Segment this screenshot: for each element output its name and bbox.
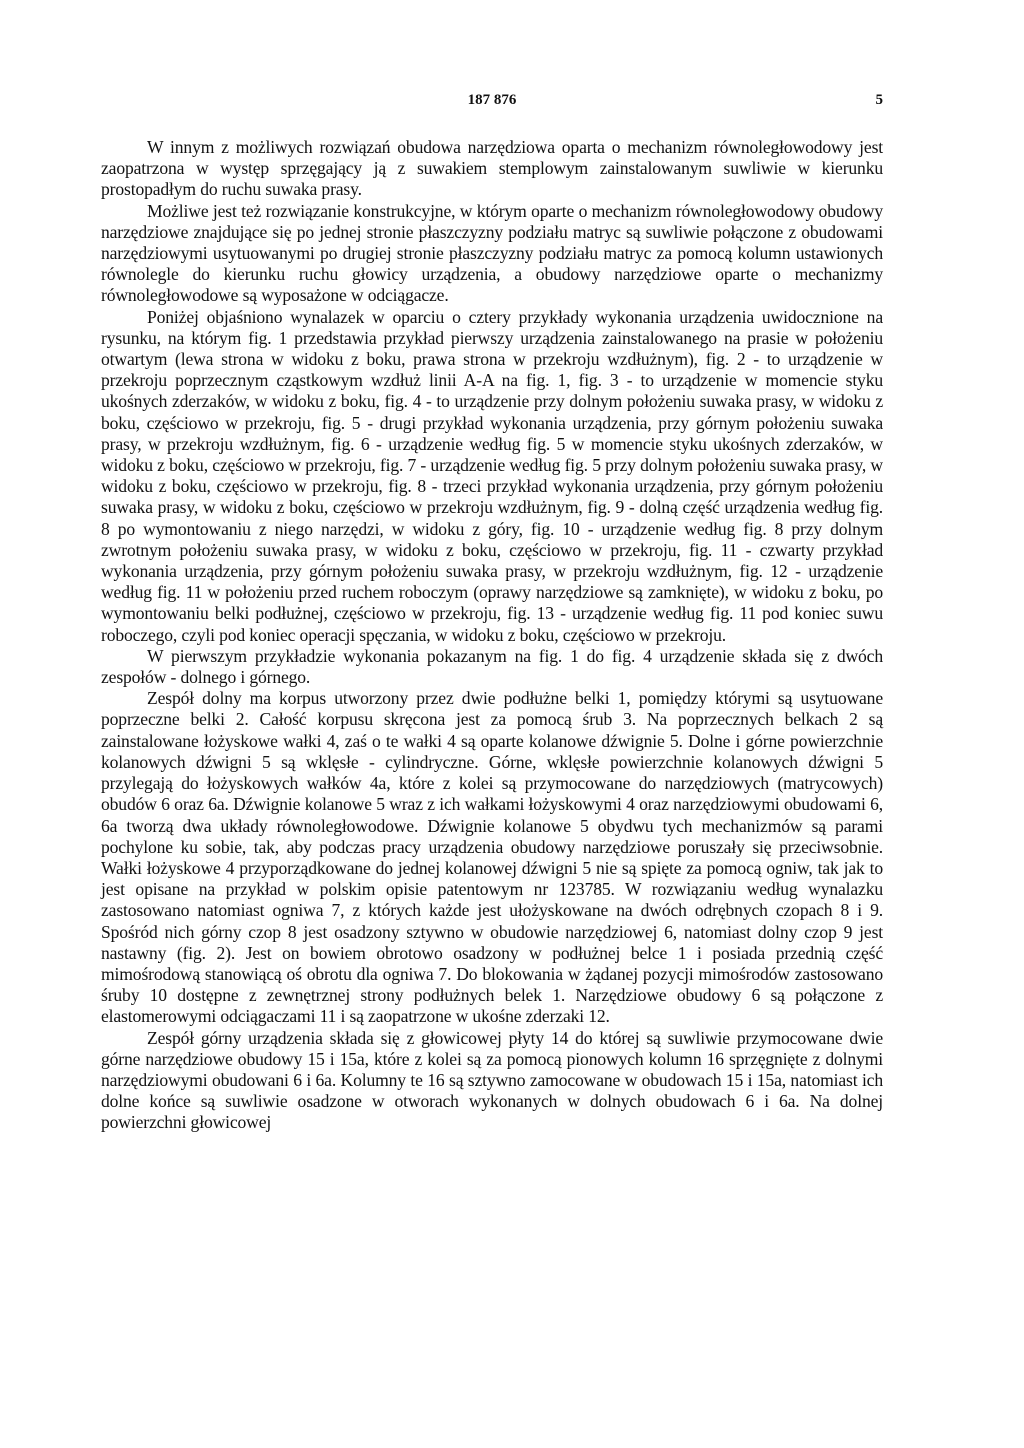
page-header bbox=[101, 86, 883, 116]
paragraph: W innym z możliwych rozwiązań obudowa narzędziowa oparta o mechanizm równoległowodowy jest zaopatrzona w występ sprzęgający ją z suwakiem stemplowym zainstalowanym suwliwie w kierunku prostopadłym do ruchu suwaka prasy. bbox=[101, 137, 883, 200]
paragraph: Poniżej objaśniono wynalazek w oparciu o cztery przykłady wykonania urządzenia uwidocznione na rysunku, na którym fig. 1 przedstawia przykład pierwszy urządzenia zainstalowanego na prasie w położeniu otwartym (lewa strona w widoku z boku, prawa strona w przekroju wzdłużnym), fig. 2 - to urządzenie w przekroju poprzecznym cząstkowym wzdłuż linii A-A na fig. 1, fig. 3 - to urządzenie w momencie styku ukośnych zderzaków, w widoku z boku, fig. 4 - to urządzenie przy dolnym położeniu suwaka prasy, w widoku z boku, częściowo w przekroju, fig. 5 - drugi przykład wykonania urządzenia, przy górnym położeniu suwaka prasy, w przekroju wzdłużnym, fig. 6 - urządzenie według fig. 5 w momencie styku ukośnych zderzaków, w widoku z boku, częściowo w przekroju, fig. 7 - urządzenie według fig. 5 przy dolnym położeniu suwaka prasy, w widoku z boku, częściowo w przekroju, fig. 8 - trzeci przykład wykonania urządzenia, przy górnym położeniu suwaka prasy, w widoku z boku, częściowo w przekroju wzdłużnym, fig. 9 - dolną część urządzenia według fig. 8 po wymontowaniu z niego narzędzi, w widoku z góry, fig. 10 - urządzenie według fig. 8 przy dolnym zwrotnym położeniu suwaka prasy, w widoku z boku, częściowo w przekroju, fig. 11 - czwarty przykład wykonania urządzenia, przy górnym położeniu suwaka prasy, w przekroju wzdłużnym, fig. 12 - urządzenie według fig. 11 w położeniu przed ruchem roboczym (oprawy narzędziowe są zamknięte), w widoku z boku, po wymontowaniu belki podłużnej, częściowo w przekroju, fig. 13 - urządzenie według fig. 11 pod koniec suwu roboczego, czyli pod koniec operacji spęczania, w widoku z boku, częściowo w przekroju. bbox=[101, 306, 883, 645]
page-number: 5 bbox=[875, 92, 883, 108]
paragraph: Zespół dolny ma korpus utworzony przez dwie podłużne belki 1, pomiędzy którymi są usytuowane poprzeczne belki 2. Całość korpusu skręcona jest za pomocą śrub 3. Na poprzecznych belkach 2 są zainstalowane łożyskowe wałki 4, zaś o te wałki 4 są oparte kolanowe dźwignie 5. Dolne i górne powierzchnie kolanowych dźwigni 5 są wklęsłe - cylindryczne. Górne, wklęsłe powierzchnie kolanowych dźwigni 5 przylegają do łożyskowych wałków 4a, które z kolei są przymocowane do narzędziowych (matrycowych) obudów 6 oraz 6a. Dźwignie kolanowe 5 wraz z ich wałkami łożyskowymi 4 oraz narzędziowymi obudowami 6, 6a tworzą dwa układy równoległowodowe. Dźwignie kolanowe 5 obydwu tych mechanizmów są parami pochylone ku sobie, tak, aby podczas pracy urządzenia obudowy narzędziowe poruszały się przeciwsobnie. Wałki łożyskowe 4 przyporządkowane do jednej kolanowej dźwigni 5 nie są spięte za pomocą ogniw, tak jak to jest opisane na przykład w polskim opisie patentowym nr 123785. W rozwiązaniu według wynalazku zastosowano natomiast ogniwa 7, z których każde jest ułożyskowane na dwóch odrębnych czopach 8 i 9. Spośród nich górny czop 8 jest osadzony sztywno w obudowie narzędziowej 6, natomiast dolny czop 9 jest nastawny (fig. 2). Jest on bowiem obrotowo osadzony w podłużnej belce 1 i posiada przednią część mimośrodową stanowiącą oś obrotu dla ogniwa 7. Do blokowania w żądanej pozycji mimośrodów zastosowano śruby 10 dostępne z zewnętrznej strony podłużnych belek 1. Narzędziowe obudowy 6 są połączone z elastomerowymi odciągaczami 11 i są zaopatrzone w ukośne zderzaki 12. bbox=[101, 688, 883, 1027]
document-page bbox=[101, 86, 883, 1426]
paragraph: Zespół górny urządzenia składa się z głowicowej płyty 14 do której są suwliwie przymocowane dwie górne narzędziowe obudowy 15 i 15a, które z kolei są za pomocą pionowych kolumn 16 sprzęgnięte z dolnymi narzędziowymi obudowani 6 i 6a. Kolumny te 16 są sztywno zamocowane w obudowach 15 i 15a, natomiast ich dolne końce są suwliwie osadzone w otworach wykonanych w dolnych obudowach 6 i 6a. Na dolnej powierzchni głowicowej bbox=[101, 1027, 883, 1133]
paragraph: Możliwe jest też rozwiązanie konstrukcyjne, w którym oparte o mechanizm równoległowodowy obudowy narzędziowe znajdujące się po jednej stronie płaszczyzny podziału matryc są suwliwie połączone z obudowami narzędziowymi usytuowanymi po drugiej stronie płaszczyzny podziału matryc za pomocą kolumn ustawionych równolegle do kierunku ruchu głowicy urządzenia, a obudowy narzędziowe oparte o mechanizmy równoległowodowe są wyposażone w odciągacze. bbox=[101, 200, 883, 306]
patent-number: 187 876 bbox=[467, 92, 517, 108]
paragraph: W pierwszym przykładzie wykonania pokazanym na fig. 1 do fig. 4 urządzenie składa się z dwóch zespołów - dolnego i górnego. bbox=[101, 645, 883, 688]
document-body bbox=[101, 137, 883, 1134]
